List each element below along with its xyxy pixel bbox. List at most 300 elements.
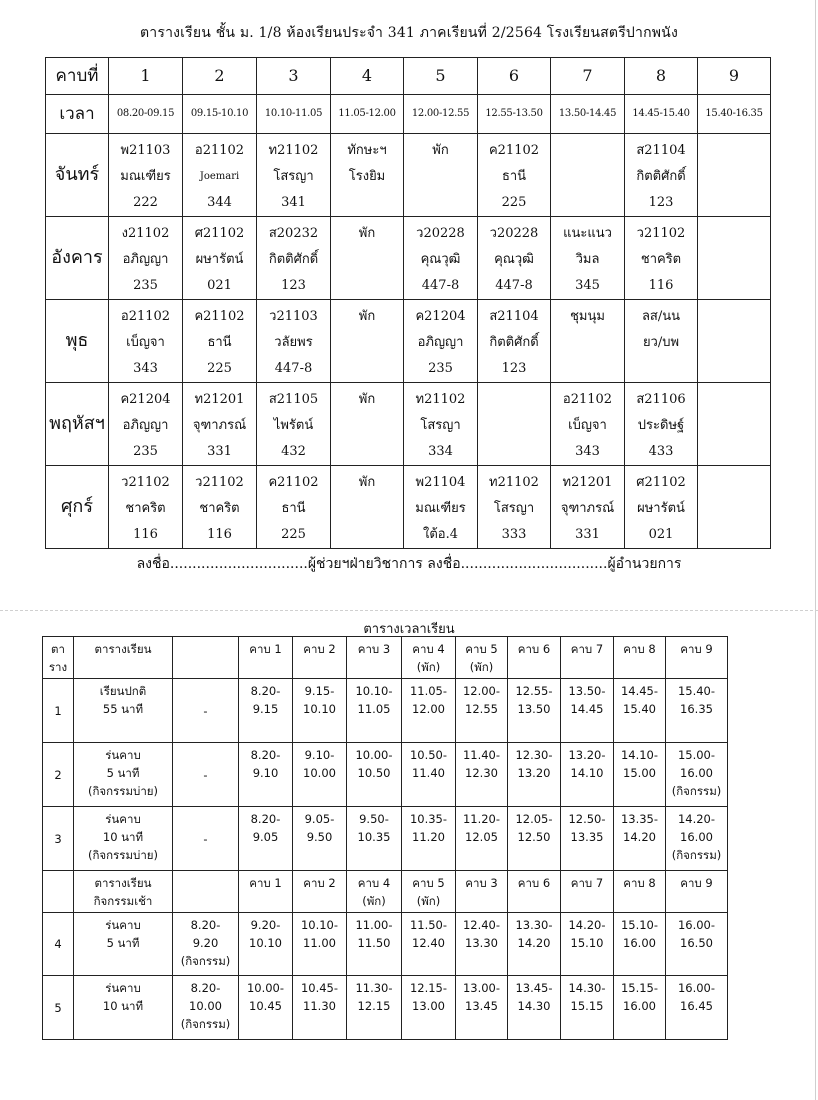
- class-cell: [183, 217, 257, 300]
- header-text: คาบ 5: [465, 642, 498, 656]
- time-table-header-row: [43, 871, 728, 913]
- teacher-name: อภิญญา: [122, 252, 169, 267]
- time-line: 10.00: [303, 766, 336, 780]
- period-time: 09.15-10.10: [183, 95, 257, 134]
- schedule-type-line: 5 นาที: [106, 766, 140, 780]
- header-text: คาบ 7: [570, 642, 604, 656]
- period-time-cell: [666, 743, 728, 807]
- subject-code: ง21102: [121, 226, 170, 241]
- time-line: 13.30-: [515, 918, 553, 932]
- class-cell: [257, 217, 331, 300]
- period-time-cell: [614, 976, 666, 1040]
- subject-code: ทักษะฯ: [347, 143, 387, 158]
- class-cell: [625, 466, 698, 549]
- room-number: 225: [281, 527, 306, 542]
- period-time: 11.05-12.00: [331, 95, 404, 134]
- day-name: ศุกร์: [46, 466, 109, 549]
- class-cell: [404, 134, 478, 217]
- period-time-cell: [347, 913, 402, 976]
- subject-code: พัก: [358, 309, 376, 324]
- time-line: 16.45: [680, 999, 713, 1013]
- time-line: 12.15: [357, 999, 391, 1013]
- room-number: [331, 522, 403, 548]
- teacher-name: [331, 247, 403, 273]
- period-time-cell: [402, 913, 456, 976]
- header-text: คาบ 9: [680, 876, 713, 890]
- class-cell: [257, 300, 331, 383]
- period-number: 3: [257, 58, 331, 95]
- period-number: 2: [183, 58, 257, 95]
- schedule-type: [74, 913, 173, 976]
- room-number: 021: [207, 278, 232, 293]
- room-number: 123: [648, 195, 674, 210]
- time-line: 9.10: [252, 766, 279, 780]
- room-number: 432: [281, 444, 306, 459]
- time-line: 12.55-: [515, 684, 553, 698]
- subject-code: ท21201: [562, 475, 613, 490]
- period-header: [456, 871, 508, 913]
- header-text: คาบ 2: [303, 642, 336, 656]
- teacher-name: ผษารัตน์: [637, 501, 685, 516]
- schedule-type: [74, 743, 173, 807]
- room-number: 447-8: [421, 278, 460, 293]
- period-time-cell: [614, 913, 666, 976]
- pre-period: [173, 913, 239, 976]
- room-number: 225: [501, 195, 527, 210]
- period-number: 9: [698, 58, 771, 95]
- room-number: [698, 273, 770, 299]
- class-schedule-table: [45, 57, 771, 549]
- teacher-name: ผษารัตน์: [195, 252, 244, 267]
- subject-code: พัก: [432, 143, 449, 158]
- time-line: 11.20-: [462, 812, 501, 826]
- period-time-cell: [402, 743, 456, 807]
- time-line: 13.35: [570, 830, 604, 844]
- subject-code: ค21204: [120, 392, 171, 407]
- time-line: 12.55: [465, 702, 498, 716]
- class-cell: [331, 134, 404, 217]
- header-text: คาบ 3: [465, 876, 498, 890]
- period-time-cell: [239, 743, 293, 807]
- table-no-header: [43, 637, 74, 679]
- period-time: 10.10-11.05: [257, 95, 331, 134]
- time-line: 14.30: [517, 999, 551, 1013]
- period-header: [561, 637, 614, 679]
- time-line: 12.30-: [515, 748, 553, 762]
- room-number: 123: [281, 278, 306, 293]
- pre-period-header: [173, 871, 239, 913]
- class-cell: [183, 134, 257, 217]
- schedule-type-line: เรียนปกติ: [99, 684, 147, 698]
- period-time-cell: [561, 913, 614, 976]
- subject-code: ส21106: [636, 392, 686, 407]
- schedule-type-line: ร่นคาบ: [105, 748, 141, 762]
- time-line: 15.10-: [620, 918, 659, 932]
- time-line: 15.00-: [677, 748, 716, 762]
- time-line: 16.00-: [677, 918, 716, 932]
- row-number: 5: [43, 976, 74, 1040]
- class-cell: [698, 383, 771, 466]
- header-text: คาบ 6: [517, 876, 551, 890]
- subject-code: ส20232: [268, 226, 319, 241]
- header-text: กิจกรรมเช้า: [93, 894, 153, 908]
- class-cell: [698, 466, 771, 549]
- time-line: 10.35: [357, 830, 391, 844]
- time-line: 9.05-: [304, 812, 335, 826]
- schedule-type-line: ร่นคาบ: [105, 812, 141, 826]
- room-number: 334: [428, 444, 453, 459]
- period-header: [347, 871, 402, 913]
- day-name: จันทร์: [46, 134, 109, 217]
- period-time-cell: [456, 807, 508, 871]
- teacher-name: กิตติศักดิ์: [636, 169, 686, 184]
- schedule-type-line: ร่นคาบ: [105, 918, 141, 932]
- time-row: [46, 95, 771, 134]
- class-cell: [109, 383, 183, 466]
- schedule-type-line: (กิจกรรมบ่าย): [87, 784, 159, 798]
- room-number: [698, 522, 770, 548]
- class-cell: [331, 300, 404, 383]
- subject-code: พัก: [358, 475, 376, 490]
- pre-period-line: (กิจกรรม): [180, 1017, 231, 1031]
- room-number: 447-8: [274, 361, 313, 376]
- time-line: (กิจกรรม): [671, 784, 722, 798]
- period-time-cell: [614, 743, 666, 807]
- period-header: [456, 637, 508, 679]
- teacher-name: มณเฑียร: [415, 501, 466, 516]
- subject-code: ค21102: [488, 143, 540, 158]
- time-table-row: [43, 743, 728, 807]
- class-cell: [625, 300, 698, 383]
- room-number: 433: [648, 444, 674, 459]
- class-cell: [183, 300, 257, 383]
- class-cell: [404, 466, 478, 549]
- signature-line: ลงชื่อ...............................ผู้ช่วยฯฝ่ายวิชาการ ลงชื่อ.................................ผู้อำนวยการ: [136, 556, 682, 572]
- time-line: 13.50: [517, 702, 551, 716]
- period-header: [508, 637, 561, 679]
- room-number: 333: [501, 527, 527, 542]
- period-time-cell: [239, 807, 293, 871]
- day-row: [46, 466, 771, 549]
- time-line: 16.00: [623, 936, 656, 950]
- room-number: [331, 273, 403, 299]
- day-row: [46, 134, 771, 217]
- header-text: คาบ 2: [303, 876, 336, 890]
- subject-code: [698, 304, 770, 330]
- teacher-name: คุณวุฒิ: [420, 252, 461, 267]
- time-line: 14.20-: [568, 918, 606, 932]
- period-header: [293, 871, 347, 913]
- period-time: 14.45-15.40: [625, 95, 698, 134]
- teacher-name: [698, 247, 770, 273]
- pre-period: -: [173, 807, 239, 871]
- time-line: 13.30: [465, 936, 498, 950]
- period-time: 13.50-14.45: [551, 95, 625, 134]
- header-text: ตา: [51, 642, 65, 656]
- period-label: คาบที่: [46, 58, 109, 95]
- class-cell: [478, 466, 551, 549]
- period-header: [666, 637, 728, 679]
- time-line: 11.40-: [462, 748, 501, 762]
- class-cell: [551, 300, 625, 383]
- teacher-name: [331, 413, 403, 439]
- table-no-header: [43, 871, 74, 913]
- time-line: 12.50: [517, 830, 551, 844]
- page-edge: [815, 0, 816, 1100]
- time-line: 9.15-: [304, 684, 335, 698]
- header-text: คาบ 1: [249, 642, 282, 656]
- period-header: [402, 871, 456, 913]
- time-line: 8.20-: [250, 748, 281, 762]
- time-line: 11.00-: [355, 918, 393, 932]
- teacher-name: ประดิษฐ์: [637, 418, 685, 433]
- pre-period-line: 10.00: [189, 999, 222, 1013]
- time-line: 14.20: [623, 830, 656, 844]
- time-line: 10.35-: [409, 812, 448, 826]
- period-number: 6: [478, 58, 551, 95]
- room-number: [698, 439, 770, 465]
- schedule-type-header: [74, 871, 173, 913]
- pre-period-header: [173, 637, 239, 679]
- row-number: 1: [43, 679, 74, 743]
- class-cell: [625, 383, 698, 466]
- period-time-cell: [347, 679, 402, 743]
- subject-code: [698, 470, 770, 496]
- time-line: 13.45-: [515, 981, 553, 995]
- teacher-name: [404, 164, 477, 190]
- teacher-name: ธานี: [501, 169, 527, 184]
- class-cell: [698, 217, 771, 300]
- teacher-name: [551, 330, 624, 356]
- class-cell: [404, 217, 478, 300]
- room-number: ใต้อ.4: [422, 527, 458, 542]
- period-time-cell: [561, 976, 614, 1040]
- period-number: 7: [551, 58, 625, 95]
- period-time-cell: [293, 913, 347, 976]
- time-line: 15.15-: [620, 981, 659, 995]
- time-line: 9.20-: [250, 918, 281, 932]
- period-time-cell: [561, 807, 614, 871]
- pre-period-line: (กิจกรรม): [180, 954, 231, 968]
- header-text: คาบ 4: [412, 642, 445, 656]
- schedule-type: [74, 807, 173, 871]
- header-text: คาบ 9: [680, 642, 713, 656]
- time-line: 13.45: [465, 999, 498, 1013]
- room-number: 447-8: [495, 278, 533, 293]
- teacher-name: [478, 413, 550, 439]
- time-line: 9.50-: [359, 812, 389, 826]
- period-time: 08.20-09.15: [109, 95, 183, 134]
- subject-code: พ21103: [120, 143, 171, 158]
- time-line: 16.00: [623, 999, 656, 1013]
- period-time-cell: [508, 807, 561, 871]
- room-number: 235: [133, 444, 158, 459]
- time-line: 15.10: [570, 936, 604, 950]
- time-line: 13.00-: [462, 981, 501, 995]
- time-line: 12.05: [465, 830, 498, 844]
- period-number: 5: [404, 58, 478, 95]
- teacher-name: ชาคริต: [199, 501, 240, 516]
- period-time-cell: [666, 807, 728, 871]
- period-time-cell: [666, 976, 728, 1040]
- time-line: (กิจกรรม): [671, 848, 722, 862]
- period-time-cell: [561, 743, 614, 807]
- class-cell: [698, 134, 771, 217]
- subject-code: ท21102: [268, 143, 319, 158]
- time-table-row: [43, 976, 728, 1040]
- room-number: 116: [648, 278, 674, 293]
- schedule-type: [74, 679, 173, 743]
- room-number: 116: [133, 527, 158, 542]
- subject-code: ชุมนุม: [570, 309, 605, 324]
- header-text: ราง: [48, 660, 68, 674]
- schedule-type-line: (กิจกรรมบ่าย): [87, 848, 159, 862]
- teacher-name: โสรญา: [493, 501, 535, 516]
- class-cell: [551, 383, 625, 466]
- pre-period: -: [173, 679, 239, 743]
- period-header: [402, 637, 456, 679]
- time-line: 11.50: [357, 936, 391, 950]
- subject-code: ค21204: [415, 309, 466, 324]
- subject-code: ท21102: [415, 392, 466, 407]
- class-cell: [625, 217, 698, 300]
- schedule-type: [74, 976, 173, 1040]
- teacher-name: เบ็ญจา: [126, 335, 165, 350]
- time-line: 10.45: [249, 999, 282, 1013]
- room-number: 343: [575, 444, 600, 459]
- time-line: 12.40: [412, 936, 445, 950]
- time-line: 11.30-: [355, 981, 393, 995]
- schedule-type-line: 55 นาที: [102, 702, 144, 716]
- time-line: 10.50-: [409, 748, 448, 762]
- period-time-cell: [614, 807, 666, 871]
- room-number: 235: [133, 278, 158, 293]
- time-line: 13.35-: [620, 812, 659, 826]
- day-row: [46, 217, 771, 300]
- class-cell: [257, 466, 331, 549]
- subject-code: พัก: [358, 392, 376, 407]
- period-header: [293, 637, 347, 679]
- schedule-type-line: 10 นาที: [102, 830, 144, 844]
- class-cell: [478, 217, 551, 300]
- schedule-type-header: [74, 637, 173, 679]
- room-number: [331, 356, 403, 382]
- class-cell: [109, 134, 183, 217]
- time-line: 11.05: [357, 702, 391, 716]
- schedule-type-line: ร่นคาบ: [105, 981, 141, 995]
- teacher-name: อภิญญา: [122, 418, 169, 433]
- time-table-row: [43, 807, 728, 871]
- time-line: 13.20: [517, 766, 551, 780]
- subject-code: ว20228: [416, 226, 465, 241]
- room-number: 123: [501, 361, 527, 376]
- period-time-cell: [508, 976, 561, 1040]
- time-line: 14.45-: [620, 684, 659, 698]
- period-time-cell: [347, 807, 402, 871]
- teacher-name: จุฑาภรณ์: [192, 418, 247, 433]
- period-time-cell: [239, 913, 293, 976]
- period-time-cell: [666, 679, 728, 743]
- header-text: คาบ 3: [357, 642, 391, 656]
- subject-code: [698, 387, 770, 413]
- time-line: 11.40: [412, 766, 445, 780]
- time-line: 14.20-: [677, 812, 716, 826]
- room-number: 343: [133, 361, 158, 376]
- row-number: 2: [43, 743, 74, 807]
- class-cell: [698, 300, 771, 383]
- period-time-cell: [239, 976, 293, 1040]
- class-cell: [404, 300, 478, 383]
- period-header: [508, 871, 561, 913]
- teacher-name: [551, 164, 624, 190]
- period-time-cell: [456, 743, 508, 807]
- time-line: 16.00-: [677, 981, 716, 995]
- time-line: 10.10: [303, 702, 336, 716]
- period-time-cell: [508, 743, 561, 807]
- room-number: 331: [207, 444, 232, 459]
- subject-code: ส21104: [489, 309, 539, 324]
- class-cell: [478, 383, 551, 466]
- room-number: 225: [207, 361, 232, 376]
- subject-code: [551, 138, 624, 164]
- subject-code: ลส/นน: [641, 309, 681, 324]
- subject-code: อ21102: [562, 392, 613, 407]
- subject-code: พัก: [358, 226, 376, 241]
- period-time-cell: [347, 976, 402, 1040]
- time-line: 16.00: [680, 766, 713, 780]
- time-line: 9.50: [306, 830, 333, 844]
- time-line: 12.05-: [515, 812, 553, 826]
- room-number: [404, 190, 477, 216]
- period-time: 12.00-12.55: [404, 95, 478, 134]
- time-line: 14.20: [517, 936, 551, 950]
- room-number: 345: [575, 278, 600, 293]
- time-line: 15.00: [623, 766, 656, 780]
- teacher-name: โสรญา: [420, 418, 461, 433]
- header-text: คาบ 6: [517, 642, 551, 656]
- time-line: 8.20-: [250, 684, 281, 698]
- time-line: 15.40-: [677, 684, 716, 698]
- teacher-name: [698, 413, 770, 439]
- subject-code: ว21102: [195, 475, 244, 490]
- time-line: 15.15: [570, 999, 604, 1013]
- period-time-cell: [293, 743, 347, 807]
- time-line: 9.05: [252, 830, 279, 844]
- teacher-name: ยว/บพ: [642, 335, 680, 350]
- subject-code: [698, 221, 770, 247]
- subject-code: ส21104: [636, 143, 686, 158]
- period-time-cell: [347, 743, 402, 807]
- day-name: พฤหัสฯ: [46, 383, 109, 466]
- teacher-name: [698, 330, 770, 356]
- page-separator: [0, 610, 818, 611]
- subject-code: ค21102: [268, 475, 319, 490]
- period-time-cell: [456, 976, 508, 1040]
- teacher-name: วลัยพร: [274, 335, 313, 350]
- time-table-row: [43, 913, 728, 976]
- pre-period-line: 9.20: [192, 936, 219, 950]
- subject-code: ส21105: [268, 392, 319, 407]
- teacher-name: วิมล: [575, 252, 600, 267]
- period-time-cell: [508, 679, 561, 743]
- teacher-name: โสรญา: [273, 169, 314, 184]
- teacher-name: คุณวุฒิ: [494, 252, 534, 267]
- room-number: [625, 356, 697, 382]
- period-time-cell: [402, 679, 456, 743]
- time-line: 9.15: [252, 702, 279, 716]
- pre-period: -: [173, 743, 239, 807]
- room-number: [331, 190, 403, 216]
